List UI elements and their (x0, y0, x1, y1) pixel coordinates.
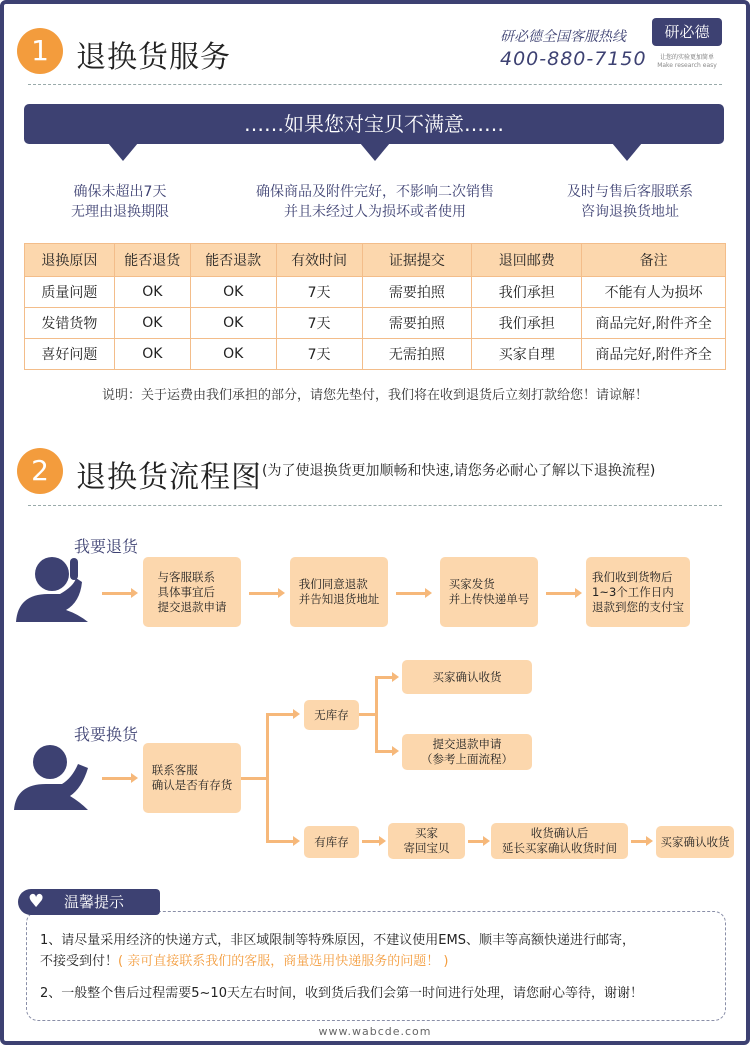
table-header: 证据提交 (362, 244, 472, 277)
promise-item: 确保未超出7天 无理由退换期限 (71, 184, 169, 220)
flow-arrow (362, 840, 380, 843)
flow-arrow (102, 777, 132, 780)
flow-arrow (375, 676, 393, 679)
person-raising-finger-icon (8, 552, 96, 624)
table-row: 发错货物 OK OK 7天 需要拍照 我们承担 商品完好,附件齐全 (25, 308, 726, 339)
person-raising-hand-icon (8, 740, 96, 812)
table-header: 退回邮费 (472, 244, 582, 277)
section-2-number: 2 (17, 448, 63, 494)
dissatisfied-banner: ……如果您对宝贝不满意…… (24, 104, 724, 144)
flow-arrow (546, 592, 576, 595)
in-stock-box: 有库存 (304, 826, 359, 858)
return-step-4: 我们收到货物后 1~3个工作日内 退款到您的支付宝 (586, 557, 690, 627)
tip-2: 2、一般整个售后过程需要5~10天左右时间，收到货后我们会第一时间进行处理，请您耐心等待，谢谢！ (40, 986, 643, 1001)
table-header: 有效时间 (276, 244, 362, 277)
table-header: 备注 (582, 244, 726, 277)
flow-arrow (631, 840, 647, 843)
divider (28, 84, 722, 85)
return-policy-table (24, 243, 726, 370)
banner-pointer (360, 143, 390, 161)
shipping-note: 说明：关于运费由我们承担的部分，请您先垫付，我们将在收到退货后立刻打款给您！请谅解！ (101, 388, 648, 403)
flow-arrow (102, 592, 132, 595)
divider (28, 505, 722, 506)
section-2-subtitle: (为了使退换货更加顺畅和快速,请您务必耐心了解以下退换流程) (262, 463, 656, 479)
in-stock-step: 收货确认后 延长买家确认收货时间 (491, 823, 628, 859)
tip-1-highlight: ( 亲可直接联系我们的客服，商量选用快递服务的问题！ ) (118, 954, 449, 969)
no-stock-option: 买家确认收货 (402, 660, 532, 694)
promise-item: 确保商品及附件完好，不影响二次销售 并且未经过人为损坏或者使用 (256, 184, 494, 220)
tip-1: 1、请尽量采用经济的快递方式，非区域限制等特殊原因，不建议使用EMS、顺丰等高额快递进行邮寄， 不接受到付！( 亲可直接联系我们的客服，商量选用快递服务的问题！ ) (40, 933, 635, 969)
flow-arrow (266, 840, 294, 843)
footer-url: www.wabcde.com (318, 1025, 432, 1038)
no-stock-option: 提交退款申请 （参考上面流程） (402, 734, 532, 770)
promise-item: 及时与售后客服联系 咨询退换货地址 (567, 184, 693, 220)
table-row: 质量问题 OK OK 7天 需要拍照 我们承担 不能有人为损坏 (25, 277, 726, 308)
section-2-title: 退换货流程图 (76, 460, 262, 495)
exchange-start: 联系客服 确认是否有存货 (143, 743, 241, 813)
flow-arrow (266, 713, 294, 716)
banner-pointer (108, 143, 138, 161)
heart-icon: ♥ (28, 891, 45, 912)
logo-tagline: 让您的实验更加简单 (659, 54, 714, 61)
hotline-number: 400-880-7150 (500, 48, 647, 70)
flow-arrow (249, 592, 279, 595)
hotline-title: 研必德全国客服热线 (500, 29, 626, 45)
banner-pointer (612, 143, 642, 161)
flow-arrow (396, 592, 426, 595)
table-header: 退换原因 (25, 244, 115, 277)
exchange-flow-title: 我要换货 (74, 725, 139, 744)
table-row: 喜好问题 OK OK 7天 无需拍照 买家自理 商品完好,附件齐全 (25, 339, 726, 370)
hotline (500, 26, 647, 70)
tips-label: 温馨提示 (18, 889, 160, 915)
in-stock-step: 买家 寄回宝贝 (388, 823, 465, 859)
table-header: 能否退货 (114, 244, 190, 277)
in-stock-step: 买家确认收货 (656, 826, 734, 858)
flow-connector (375, 676, 378, 752)
section-1-number: 1 (17, 28, 63, 74)
flow-arrow (375, 750, 393, 753)
return-step-1: 与客服联系 具体事宜后 提交退款申请 (143, 557, 241, 627)
no-stock-box: 无库存 (304, 700, 359, 730)
flow-connector (241, 777, 268, 780)
table-header: 能否退款 (190, 244, 276, 277)
flow-connector (266, 713, 269, 843)
section-1-title: 退换货服务 (76, 40, 231, 75)
return-flow-title: 我要退货 (74, 537, 139, 556)
return-step-2: 我们同意退款 并告知退货地址 (290, 557, 388, 627)
return-step-3: 买家发货 并上传快递单号 (440, 557, 538, 627)
table-header-row (25, 244, 726, 277)
flow-arrow (468, 840, 484, 843)
brand-logo: 研必德 (652, 18, 722, 46)
logo-tagline-en: Make research easy (657, 62, 717, 69)
